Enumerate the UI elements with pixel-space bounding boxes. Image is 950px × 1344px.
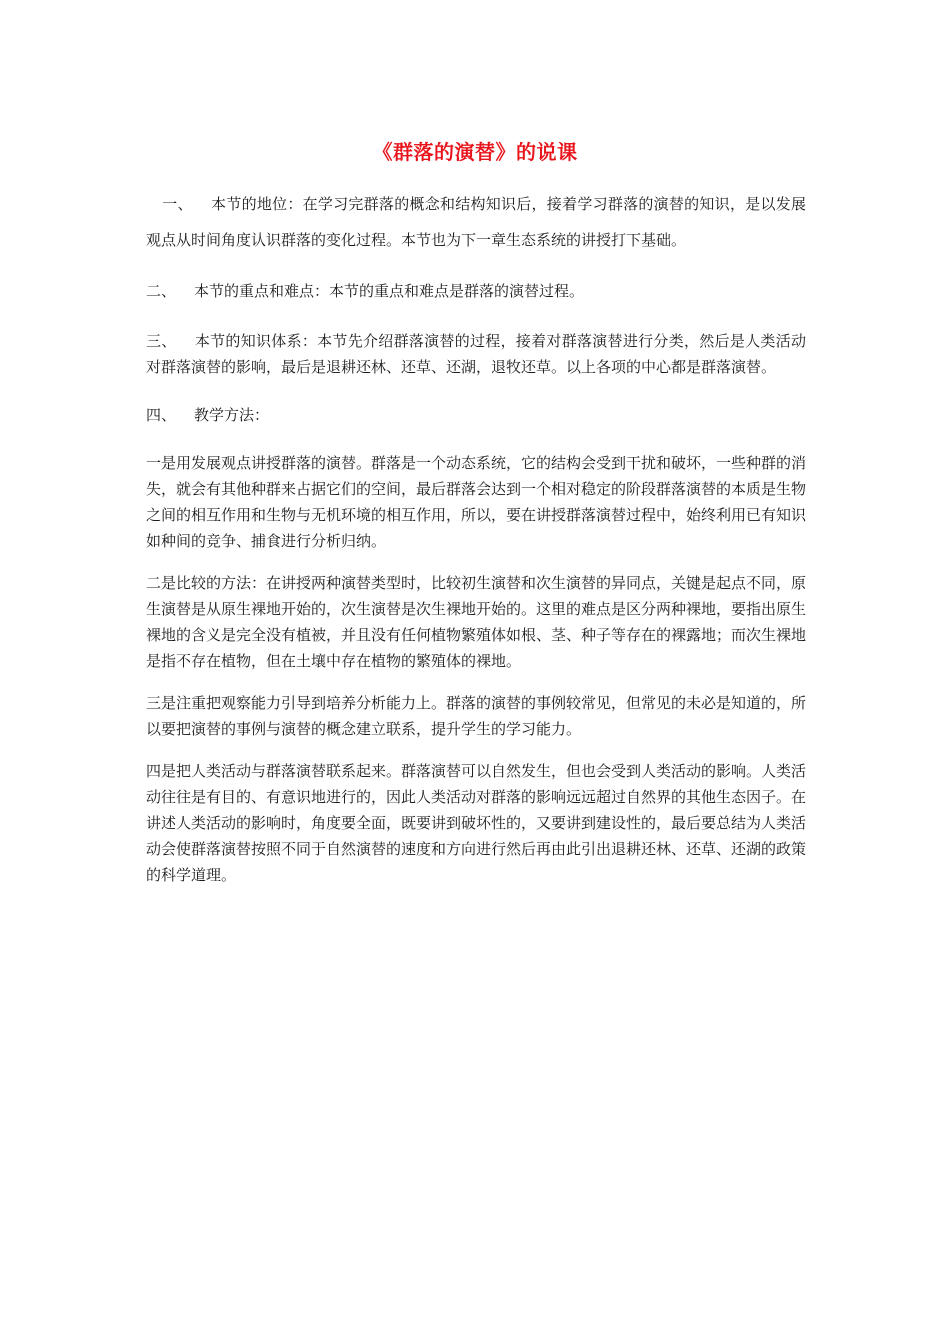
section-marker: 二、 — [146, 282, 177, 300]
section-marker: 四、 — [146, 406, 177, 424]
method-paragraph: 二是比较的方法：在讲授两种演替类型时，比较初生演替和次生演替的异同点，关键是起点不同，原生演替是从原生裸地开始的，次生演替是次生裸地开始的。这里的难点是区分两种裸地，要指出原生裸地的含义是完全没有植被，并且没有任何植物繁殖体如根、茎、种子等存在的裸露地；而次生裸地是指不存在植物，但在土壤中存在植物的繁殖体的裸地。 — [146, 574, 807, 670]
method-paragraph: 一是用发展观点讲授群落的演替。群落是一个动态系统，它的结构会受到干扰和破坏，一些种群的消失，就会有其他种群来占据它们的空间，最后群落会达到一个相对稳定的阶段群落演替的本质是生物之间的相互作用和生物与无机环境的相互作用，所以，要在讲授群落演替过程中，始终利用已有知识如种间的竞争、捕食进行分析归纳。 — [146, 454, 807, 550]
section-1 — [146, 186, 806, 258]
section-text: 教学方法： — [194, 406, 270, 424]
section-4 — [146, 402, 806, 428]
section-text: 本节的地位：在学习完群落的概念和结构知识后，接着学习群落的演替的知识，是以发展观点从时间角度认识群落的变化过程。本节也为下一章生态系统的讲授打下基础。 — [146, 195, 806, 249]
method-paragraph: 四是把人类活动与群落演替联系起来。群落演替可以自然发生，但也会受到人类活动的影响。人类活动往往是有目的、有意识地进行的，因此人类活动对群落的影响远远超过自然界的其他生态因子。在讲述人类活动的影响时，角度要全面，既要讲到破坏性的，又要讲到建设性的，最后要总结为人类活动会使群落演替按照不同于自然演替的速度和方向进行然后再由此引出退耕还林、还草、还湖的政策的科学道理。 — [146, 762, 807, 884]
section-text: 本节的重点和难点：本节的重点和难点是群落的演替过程。 — [194, 282, 585, 300]
section-marker: 三、 — [146, 332, 177, 350]
section-3 — [146, 328, 806, 380]
document-title: 《群落的演替》的说课 — [372, 140, 578, 164]
document-body — [146, 186, 806, 888]
section-marker: 一、 — [162, 195, 193, 213]
method-paragraph: 三是注重把观察能力引导到培养分析能力上。群落的演替的事例较常见，但常见的未必是知道的，所以要把演替的事例与演替的概念建立联系，提升学生的学习能力。 — [146, 694, 807, 738]
section-2 — [146, 278, 806, 304]
section-text: 本节的知识体系：本节先介绍群落演替的过程，接着对群落演替进行分类，然后是人类活动对群落演替的影响，最后是退耕还林、还草、还湖，退牧还草。以上各项的中心都是群落演替。 — [146, 332, 806, 376]
